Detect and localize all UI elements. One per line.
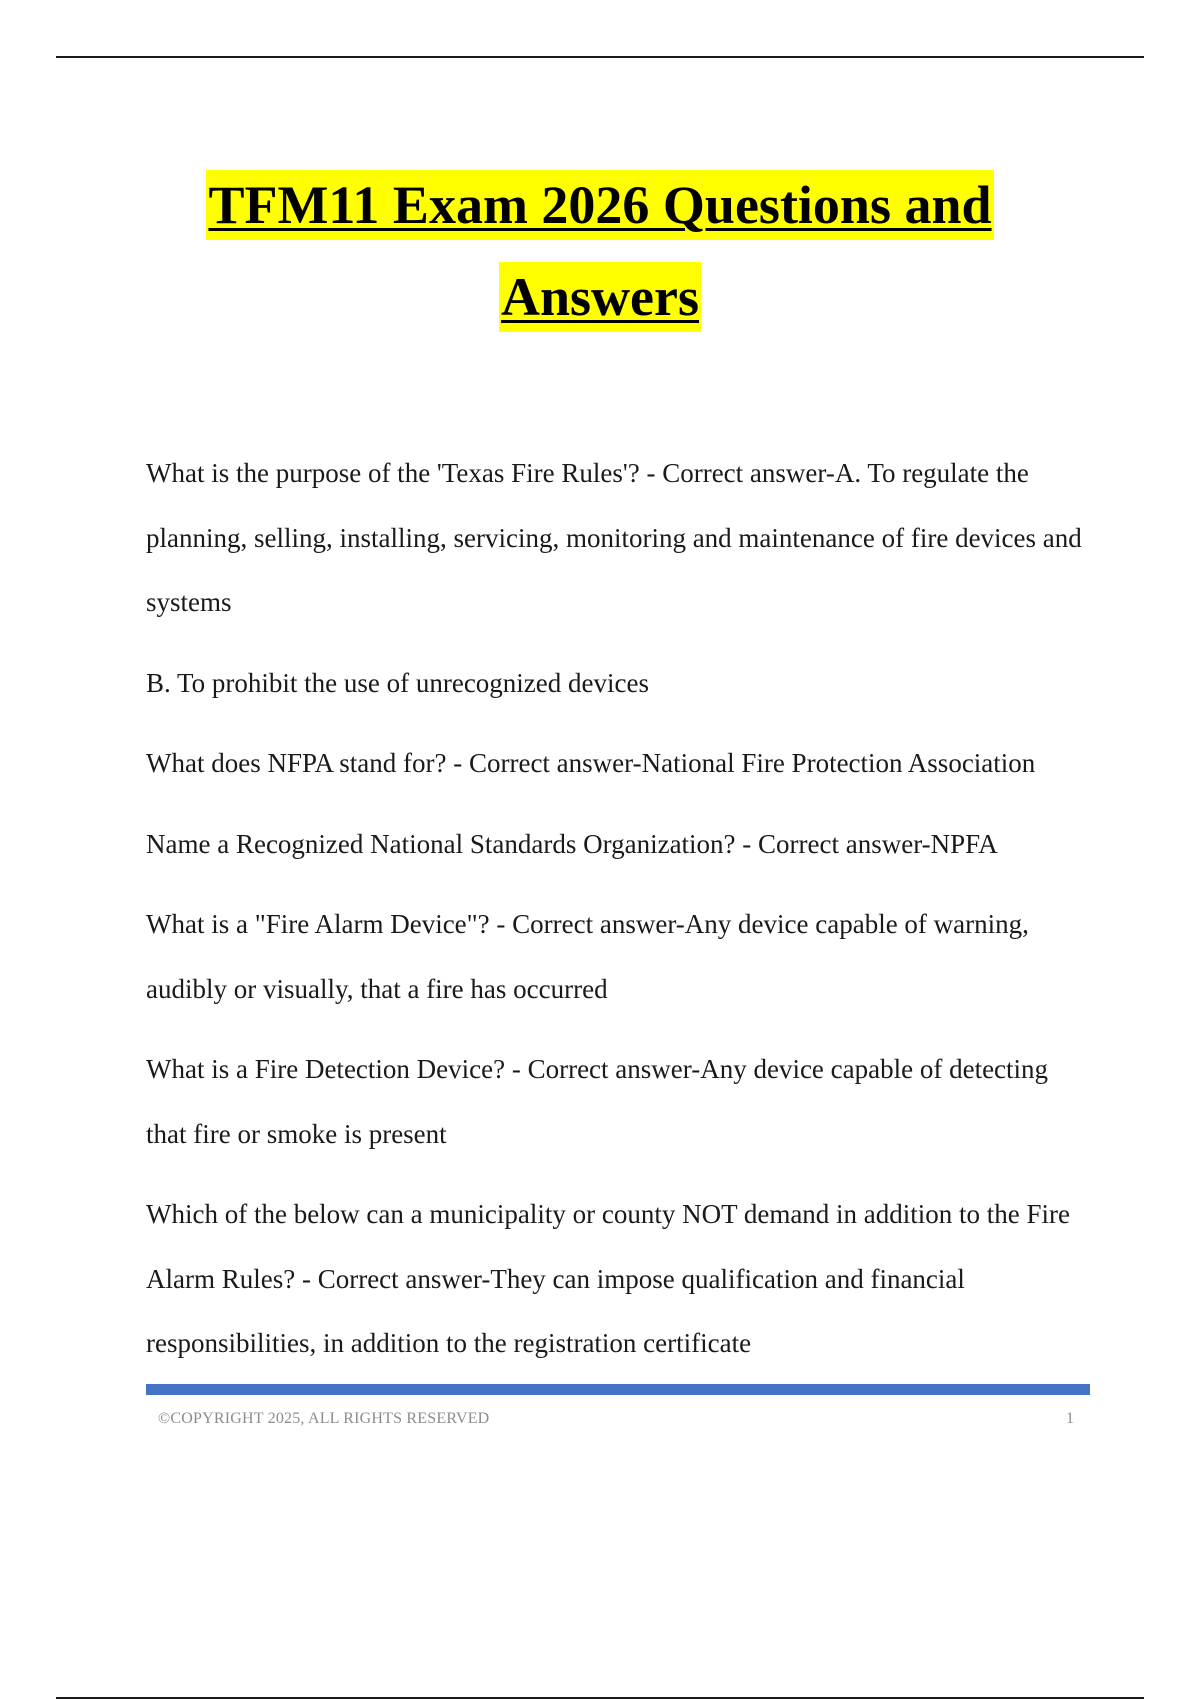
bottom-rule	[56, 1697, 1144, 1699]
qa-paragraph: What is the purpose of the 'Texas Fire Rules'? - Correct answer-A. To regulate the planning, selling, installing, servicing, monitoring and maintenance of fire devices and systems	[146, 458, 1082, 617]
top-rule	[56, 56, 1144, 58]
qa-paragraph: B. To prohibit the use of unrecognized devices	[146, 667, 649, 698]
qa-paragraph: What does NFPA stand for? - Correct answer-National Fire Protection Association	[146, 748, 1036, 778]
footer-copyright: ©COPYRIGHT 2025, ALL RIGHTS RESERVED	[158, 1410, 490, 1427]
footer-divider	[146, 1384, 1090, 1395]
page-number: 1	[1066, 1410, 1074, 1427]
qa-paragraph: Which of the below can a municipality or county NOT demand in addition to the Fire Alarm Rules? - Correct answer-They can impose qualification and financial responsibilities, in addition to the registration certificate	[146, 1199, 1071, 1358]
title-line-2: Answers	[499, 262, 701, 332]
title-line-1: TFM11 Exam 2026 Questions and	[206, 170, 993, 240]
qa-paragraph: Name a Recognized National Standards Organization? - Correct answer-NPFA	[146, 828, 998, 859]
document-title	[0, 170, 1200, 332]
qa-paragraph: What is a Fire Detection Device? - Correct answer-Any device capable of detecting that fire or smoke is present	[146, 1054, 1049, 1149]
qa-content	[146, 441, 1090, 1392]
qa-paragraph: What is a "Fire Alarm Device"? - Correct answer-Any device capable of warning, audibly or visually, that a fire has occurred	[146, 909, 1029, 1004]
